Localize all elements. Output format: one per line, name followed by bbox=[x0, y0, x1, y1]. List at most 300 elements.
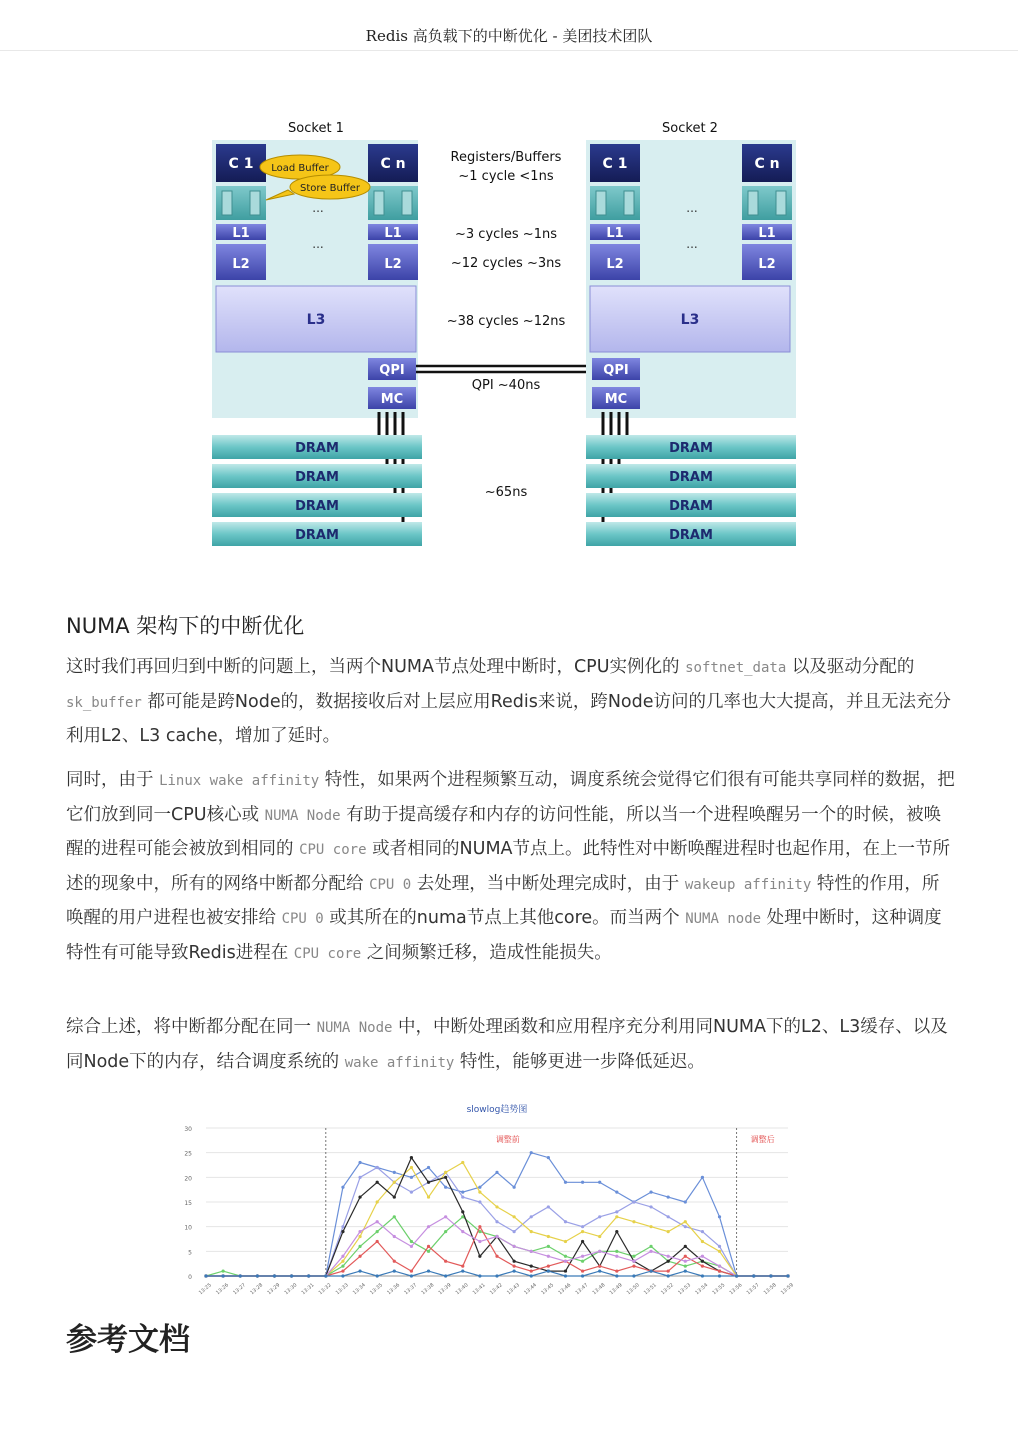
data-point-s1 bbox=[684, 1200, 687, 1203]
data-point-s2 bbox=[684, 1225, 687, 1228]
register-cell bbox=[250, 191, 260, 215]
data-point-s7 bbox=[632, 1260, 635, 1263]
x-tick-label: 13:50 bbox=[625, 1282, 641, 1297]
data-point-s3 bbox=[547, 1235, 550, 1238]
data-point-s6 bbox=[376, 1240, 379, 1243]
data-point-s7 bbox=[667, 1255, 670, 1258]
socket2-label: Socket 2 bbox=[662, 121, 718, 136]
page-header-title: Redis 高负载下的中断优化 - 美团技术团队 bbox=[365, 27, 653, 45]
data-point-s1 bbox=[495, 1171, 498, 1174]
data-point-s5 bbox=[615, 1230, 618, 1233]
socket1-dram-2-label: DRAM bbox=[295, 470, 339, 485]
x-tick-label: 13:55 bbox=[711, 1282, 727, 1297]
socket2-core-cn-label: C n bbox=[754, 156, 780, 172]
data-point-s5 bbox=[427, 1181, 430, 1184]
inline-code: wakeup affinity bbox=[684, 876, 812, 893]
socket2-l1-c1-label: L1 bbox=[606, 226, 624, 241]
data-point-s8 bbox=[752, 1274, 755, 1277]
data-point-s5 bbox=[376, 1181, 379, 1184]
data-point-s1 bbox=[444, 1186, 447, 1189]
data-point-s2 bbox=[701, 1230, 704, 1233]
data-point-s1 bbox=[358, 1161, 361, 1164]
inline-code: NUMA node bbox=[685, 911, 762, 927]
data-point-s3 bbox=[615, 1215, 618, 1218]
data-point-s2 bbox=[581, 1225, 584, 1228]
socket1-core-cn-label: C n bbox=[380, 156, 406, 172]
data-point-s4 bbox=[632, 1255, 635, 1258]
x-tick-label: 13:34 bbox=[351, 1282, 367, 1297]
data-point-s1 bbox=[427, 1166, 430, 1169]
data-point-s7 bbox=[581, 1255, 584, 1258]
data-point-s8 bbox=[427, 1269, 430, 1272]
registers-latency-line1: Registers/Buffers bbox=[450, 150, 562, 165]
data-point-s8 bbox=[256, 1274, 259, 1277]
paragraph-text: 中，中断处理函数和应用程序充分利用同NUMA下的L2、L3缓存、以及同Node下的内存，结合调度系统的 bbox=[66, 1017, 948, 1072]
data-point-s2 bbox=[478, 1200, 481, 1203]
data-point-s7 bbox=[718, 1265, 721, 1268]
series-line-s4 bbox=[206, 1217, 788, 1276]
data-point-s6 bbox=[632, 1265, 635, 1268]
data-point-s3 bbox=[358, 1235, 361, 1238]
series-line-s5 bbox=[206, 1158, 788, 1276]
section-heading: NUMA 架构下的中断优化 bbox=[66, 614, 305, 638]
data-point-s6 bbox=[461, 1265, 464, 1268]
data-point-s5 bbox=[444, 1176, 447, 1179]
data-point-s7 bbox=[341, 1255, 344, 1258]
y-tick-label: 0 bbox=[188, 1274, 192, 1281]
x-tick-label: 13:41 bbox=[471, 1282, 487, 1297]
x-tick-label: 13:46 bbox=[557, 1282, 573, 1297]
data-point-s8 bbox=[701, 1274, 704, 1277]
data-point-s1 bbox=[410, 1176, 413, 1179]
x-tick-label: 13:47 bbox=[574, 1282, 590, 1297]
x-tick-label: 13:54 bbox=[694, 1282, 710, 1297]
data-point-s2 bbox=[376, 1166, 379, 1169]
data-point-s4 bbox=[358, 1245, 361, 1248]
paragraph-text: 有助于提高缓存和内存的访问性能，所以当一个进程唤醒另一个的时候，被唤醒的进程可能会被放到相同的 bbox=[66, 804, 942, 859]
annotation-label: 调整前 bbox=[495, 1135, 520, 1144]
x-tick-label: 13:53 bbox=[677, 1282, 693, 1297]
socket2-dram-2-label: DRAM bbox=[669, 470, 713, 485]
data-point-s8 bbox=[564, 1274, 567, 1277]
data-point-s3 bbox=[376, 1200, 379, 1203]
x-tick-label: 13:44 bbox=[523, 1282, 539, 1297]
data-point-s1 bbox=[564, 1181, 567, 1184]
data-point-s1 bbox=[615, 1191, 618, 1194]
data-point-s2 bbox=[615, 1210, 618, 1213]
slowlog-trend-chart bbox=[176, 1098, 802, 1298]
data-point-s5 bbox=[701, 1260, 704, 1263]
socket1-dram-1-label: DRAM bbox=[295, 441, 339, 456]
y-tick-label: 25 bbox=[184, 1150, 192, 1158]
data-point-s6 bbox=[495, 1255, 498, 1258]
data-point-s3 bbox=[684, 1220, 687, 1223]
socket2-dram-1-label: DRAM bbox=[669, 441, 713, 456]
data-point-s2 bbox=[495, 1220, 498, 1223]
chart-title: slowlog趋势图 bbox=[466, 1105, 528, 1115]
x-tick-label: 13:29 bbox=[266, 1282, 282, 1297]
x-tick-label: 13:48 bbox=[591, 1282, 607, 1297]
data-point-s6 bbox=[615, 1269, 618, 1272]
inline-code: CPU 0 bbox=[281, 911, 324, 927]
register-cell bbox=[402, 191, 412, 215]
socket2-dram-3-label: DRAM bbox=[669, 499, 713, 514]
data-point-s7 bbox=[461, 1230, 464, 1233]
socket1-core-c1-label: C 1 bbox=[228, 156, 254, 172]
x-tick-label: 13:39 bbox=[437, 1282, 453, 1297]
data-point-s3 bbox=[341, 1260, 344, 1263]
socket1-l2-c1-label: L2 bbox=[232, 257, 250, 272]
x-tick-label: 13:33 bbox=[334, 1282, 350, 1297]
data-point-s2 bbox=[598, 1215, 601, 1218]
data-point-s6 bbox=[444, 1260, 447, 1263]
data-point-s5 bbox=[564, 1269, 567, 1272]
data-point-s2 bbox=[632, 1200, 635, 1203]
data-point-s6 bbox=[513, 1265, 516, 1268]
data-point-s7 bbox=[513, 1245, 516, 1248]
socket1-l1-c1-label: L1 bbox=[232, 226, 250, 241]
data-point-s7 bbox=[598, 1250, 601, 1253]
register-cell bbox=[596, 191, 606, 215]
data-point-s7 bbox=[495, 1235, 498, 1238]
paragraph-text: 这时我们再回归到中断的问题上，当两个NUMA节点处理中断时，CPU实例化的 bbox=[66, 657, 686, 677]
data-point-s6 bbox=[684, 1255, 687, 1258]
paragraph-summary bbox=[66, 1011, 956, 1080]
x-tick-label: 13:35 bbox=[369, 1282, 384, 1297]
data-point-s5 bbox=[581, 1240, 584, 1243]
data-point-s8 bbox=[513, 1269, 516, 1272]
paragraph-text: 去处理，当中断处理完成时，由于 bbox=[411, 873, 685, 894]
inline-code: NUMA Node bbox=[264, 807, 341, 824]
paragraph-text: 综合上述，将中断都分配在同一 bbox=[66, 1017, 317, 1037]
data-point-s7 bbox=[530, 1250, 533, 1253]
socket2-dram-4-label: DRAM bbox=[669, 528, 713, 543]
data-point-s2 bbox=[649, 1205, 652, 1208]
socket1-dots-mid: ... bbox=[312, 201, 324, 215]
data-point-s1 bbox=[530, 1151, 533, 1154]
x-tick-label: 13:26 bbox=[215, 1282, 230, 1297]
socket2-l3-label: L3 bbox=[680, 312, 700, 328]
data-point-s3 bbox=[427, 1195, 430, 1198]
data-point-s4 bbox=[376, 1230, 379, 1233]
data-point-s3 bbox=[393, 1181, 396, 1184]
paragraph-text: 特性，能够更进一步降低延迟。 bbox=[454, 1051, 705, 1072]
inline-code: wake affinity bbox=[344, 1054, 455, 1071]
data-point-s1 bbox=[547, 1156, 550, 1159]
data-point-s8 bbox=[769, 1274, 772, 1277]
data-point-s7 bbox=[649, 1250, 652, 1253]
data-point-s3 bbox=[444, 1171, 447, 1174]
socket1-dram-3-label: DRAM bbox=[295, 499, 339, 514]
paragraph-text: 处理中断时，这种调度特性有可能导致Redis进程在 bbox=[66, 908, 942, 963]
data-point-s2 bbox=[667, 1215, 670, 1218]
data-point-s2 bbox=[513, 1230, 516, 1233]
data-point-s4 bbox=[410, 1240, 413, 1243]
paragraph-text: 同时，由于 bbox=[66, 770, 160, 790]
x-tick-label: 13:59 bbox=[779, 1282, 795, 1297]
data-point-s5 bbox=[410, 1156, 413, 1159]
data-point-s7 bbox=[427, 1225, 430, 1228]
inline-code: NUMA Node bbox=[316, 1020, 393, 1036]
data-point-s1 bbox=[393, 1171, 396, 1174]
x-tick-label: 13:51 bbox=[642, 1282, 658, 1297]
paragraph-text: 或者相同的NUMA节点上。此特性对中断唤醒进程时也起作用，在上一节所述的现象中，所有的网络中断都分配给 bbox=[66, 839, 951, 894]
data-point-s8 bbox=[615, 1274, 618, 1277]
data-point-s8 bbox=[239, 1274, 242, 1277]
references-heading: 参考文档 bbox=[66, 1322, 190, 1358]
data-point-s4 bbox=[649, 1245, 652, 1248]
data-point-s4 bbox=[684, 1265, 687, 1268]
paragraph-text: 特性，如果两个进程频繁互动，调度系统会觉得它们很有可能共享同样的数据，把它们放到同一CPU核心或 bbox=[66, 770, 955, 825]
data-point-s3 bbox=[649, 1225, 652, 1228]
data-point-s5 bbox=[530, 1265, 533, 1268]
x-tick-label: 13:52 bbox=[660, 1282, 675, 1297]
data-point-s6 bbox=[718, 1269, 721, 1272]
data-point-s1 bbox=[598, 1181, 601, 1184]
data-point-s6 bbox=[393, 1260, 396, 1263]
socket1-qpi-label: QPI bbox=[379, 363, 405, 378]
data-point-s5 bbox=[684, 1245, 687, 1248]
data-point-s6 bbox=[581, 1269, 584, 1272]
x-tick-label: 13:43 bbox=[506, 1282, 521, 1297]
data-point-s5 bbox=[393, 1195, 396, 1198]
data-point-s5 bbox=[478, 1255, 481, 1258]
numa-architecture-diagram bbox=[208, 112, 800, 558]
data-point-s8 bbox=[376, 1274, 379, 1277]
l3-latency-label: ~38 cycles ~12ns bbox=[446, 314, 566, 329]
inline-code: softnet_data bbox=[685, 660, 787, 676]
data-point-s1 bbox=[649, 1191, 652, 1194]
data-point-s1 bbox=[341, 1186, 344, 1189]
inline-code: CPU core bbox=[293, 945, 362, 962]
socket2-core-c1-label: C 1 bbox=[602, 156, 628, 172]
data-point-s6 bbox=[598, 1265, 601, 1268]
data-point-s4 bbox=[444, 1230, 447, 1233]
registers-latency-line2: ~1 cycle <1ns bbox=[458, 169, 554, 184]
data-point-s3 bbox=[701, 1240, 704, 1243]
qpi-latency-label: QPI ~40ns bbox=[471, 378, 541, 393]
x-tick-label: 13:56 bbox=[728, 1282, 744, 1297]
data-point-s7 bbox=[393, 1235, 396, 1238]
x-tick-label: 13:25 bbox=[197, 1282, 213, 1297]
register-cell bbox=[624, 191, 634, 215]
x-tick-label: 13:57 bbox=[745, 1282, 761, 1297]
data-point-s3 bbox=[598, 1235, 601, 1238]
register-cell bbox=[374, 191, 384, 215]
x-tick-label: 13:58 bbox=[762, 1282, 778, 1297]
data-point-s8 bbox=[290, 1274, 293, 1277]
data-point-s7 bbox=[478, 1240, 481, 1243]
data-point-s3 bbox=[461, 1161, 464, 1164]
x-tick-label: 13:42 bbox=[488, 1282, 504, 1297]
data-point-s8 bbox=[598, 1269, 601, 1272]
data-point-s8 bbox=[222, 1274, 225, 1277]
data-point-s8 bbox=[581, 1274, 584, 1277]
data-point-s2 bbox=[718, 1245, 721, 1248]
data-point-s1 bbox=[718, 1215, 721, 1218]
data-point-s1 bbox=[581, 1181, 584, 1184]
x-tick-label: 13:31 bbox=[300, 1282, 316, 1297]
data-point-s3 bbox=[513, 1215, 516, 1218]
data-point-s6 bbox=[427, 1245, 430, 1248]
data-point-s8 bbox=[358, 1269, 361, 1272]
data-point-s8 bbox=[410, 1274, 413, 1277]
socket1-l2-cn-label: L2 bbox=[384, 257, 402, 272]
data-point-s3 bbox=[410, 1166, 413, 1169]
data-point-s1 bbox=[478, 1186, 481, 1189]
data-point-s8 bbox=[649, 1269, 652, 1272]
socket1-label: Socket 1 bbox=[288, 121, 344, 136]
socket1-mc-label: MC bbox=[380, 392, 404, 407]
data-point-s5 bbox=[358, 1195, 361, 1198]
data-point-s8 bbox=[393, 1269, 396, 1272]
data-point-s2 bbox=[410, 1191, 413, 1194]
store-buffer-label: Store Buffer bbox=[300, 183, 360, 194]
data-point-s1 bbox=[513, 1186, 516, 1189]
y-tick-label: 5 bbox=[188, 1249, 192, 1257]
data-point-s4 bbox=[427, 1250, 430, 1253]
data-point-s6 bbox=[530, 1269, 533, 1272]
data-point-s3 bbox=[718, 1250, 721, 1253]
data-point-s8 bbox=[307, 1274, 310, 1277]
inline-code: CPU 0 bbox=[369, 876, 412, 893]
page-header bbox=[0, 0, 1018, 51]
l1-latency-label: ~3 cycles ~1ns bbox=[455, 227, 557, 242]
data-point-s2 bbox=[358, 1176, 361, 1179]
data-point-s6 bbox=[667, 1269, 670, 1272]
socket2-l2-cn-label: L2 bbox=[758, 257, 776, 272]
data-point-s1 bbox=[667, 1195, 670, 1198]
data-point-s8 bbox=[478, 1274, 481, 1277]
socket1-dram-4-label: DRAM bbox=[295, 528, 339, 543]
data-point-s8 bbox=[735, 1274, 738, 1277]
data-point-s1 bbox=[701, 1176, 704, 1179]
data-point-s7 bbox=[684, 1260, 687, 1263]
data-point-s6 bbox=[478, 1225, 481, 1228]
data-point-s5 bbox=[513, 1260, 516, 1263]
y-tick-label: 30 bbox=[184, 1126, 192, 1133]
data-point-s8 bbox=[495, 1274, 498, 1277]
x-tick-label: 13:37 bbox=[403, 1282, 419, 1297]
data-point-s7 bbox=[615, 1255, 618, 1258]
data-point-s4 bbox=[615, 1250, 618, 1253]
data-point-s6 bbox=[410, 1269, 413, 1272]
paragraph-cross-node bbox=[66, 651, 956, 754]
dram-latency-label: ~65ns bbox=[484, 485, 528, 500]
socket1-l3-label: L3 bbox=[306, 312, 326, 328]
data-point-s8 bbox=[273, 1274, 276, 1277]
socket2-dots-l1: ... bbox=[686, 237, 698, 251]
x-tick-label: 13:32 bbox=[317, 1282, 333, 1297]
data-point-s3 bbox=[478, 1191, 481, 1194]
annotation-label: 调整后 bbox=[750, 1135, 775, 1144]
data-point-s2 bbox=[341, 1225, 344, 1228]
x-tick-label: 13:27 bbox=[232, 1282, 248, 1297]
series-line-s7 bbox=[206, 1217, 788, 1276]
x-tick-label: 13:49 bbox=[608, 1282, 624, 1297]
data-point-s1 bbox=[461, 1191, 464, 1194]
inline-code: Linux wake affinity bbox=[159, 773, 320, 789]
data-point-s2 bbox=[530, 1215, 533, 1218]
paragraph-text: 之间频繁迁移，造成性能损失。 bbox=[361, 942, 612, 963]
data-point-s5 bbox=[667, 1260, 670, 1263]
socket1-l1-cn-label: L1 bbox=[384, 226, 402, 241]
x-tick-label: 13:28 bbox=[249, 1282, 265, 1297]
data-point-s3 bbox=[495, 1205, 498, 1208]
data-point-s4 bbox=[547, 1245, 550, 1248]
data-point-s3 bbox=[632, 1220, 635, 1223]
data-point-s5 bbox=[341, 1230, 344, 1233]
data-point-s4 bbox=[564, 1255, 567, 1258]
inline-code: sk_buffer bbox=[66, 694, 142, 711]
data-point-s4 bbox=[341, 1265, 344, 1268]
paragraph-text: 都可能是跨Node的，数据接收后对上层应用Redis来说，跨Node访问的几率也大大提高，并且无法充分利用L2、L3 cache，增加了延时。 bbox=[66, 691, 951, 746]
data-point-s4 bbox=[393, 1215, 396, 1218]
y-tick-label: 15 bbox=[184, 1200, 192, 1207]
x-tick-label: 13:30 bbox=[283, 1282, 299, 1297]
socket2-l2-c1-label: L2 bbox=[606, 257, 624, 272]
paragraph-wake-affinity bbox=[66, 764, 956, 971]
y-tick-label: 20 bbox=[184, 1175, 192, 1183]
data-point-s3 bbox=[581, 1230, 584, 1233]
l2-latency-label: ~12 cycles ~3ns bbox=[450, 256, 562, 271]
data-point-s7 bbox=[701, 1255, 704, 1258]
data-point-s7 bbox=[564, 1260, 567, 1263]
paragraph-text: 特性的作用，所唤醒的用户进程也被安排给 bbox=[66, 873, 940, 928]
data-point-s8 bbox=[718, 1274, 721, 1277]
paragraph-text: 以及驱动分配的 bbox=[786, 657, 915, 677]
socket1-dots-l1: ... bbox=[312, 237, 324, 251]
data-point-s7 bbox=[410, 1245, 413, 1248]
data-point-s6 bbox=[701, 1265, 704, 1268]
x-tick-label: 13:45 bbox=[540, 1282, 556, 1297]
data-point-s8 bbox=[530, 1274, 533, 1277]
data-point-s8 bbox=[444, 1274, 447, 1277]
data-point-s8 bbox=[786, 1274, 789, 1277]
data-point-s8 bbox=[547, 1269, 550, 1272]
register-cell bbox=[748, 191, 758, 215]
data-point-s8 bbox=[204, 1274, 207, 1277]
data-point-s2 bbox=[461, 1195, 464, 1198]
data-point-s3 bbox=[564, 1240, 567, 1243]
load-buffer-label: Load Buffer bbox=[271, 163, 329, 174]
data-point-s3 bbox=[530, 1230, 533, 1233]
register-cell bbox=[222, 191, 232, 215]
inline-code: CPU core bbox=[299, 842, 367, 858]
x-tick-label: 13:38 bbox=[420, 1282, 436, 1297]
data-point-s2 bbox=[547, 1205, 550, 1208]
y-tick-label: 10 bbox=[184, 1224, 192, 1232]
data-point-s7 bbox=[358, 1230, 361, 1233]
data-point-s7 bbox=[547, 1255, 550, 1258]
data-point-s5 bbox=[461, 1210, 464, 1213]
register-cell bbox=[776, 191, 786, 215]
data-point-s8 bbox=[632, 1274, 635, 1277]
data-point-s8 bbox=[461, 1269, 464, 1272]
data-point-s3 bbox=[667, 1230, 670, 1233]
socket2-l1-cn-label: L1 bbox=[758, 226, 776, 241]
data-point-s8 bbox=[667, 1274, 670, 1277]
data-point-s4 bbox=[581, 1260, 584, 1263]
socket2-dots-mid: ... bbox=[686, 201, 698, 215]
x-tick-label: 13:40 bbox=[454, 1282, 470, 1297]
data-point-s4 bbox=[222, 1269, 225, 1272]
data-point-s7 bbox=[376, 1220, 379, 1223]
socket2-mc-label: MC bbox=[604, 392, 628, 407]
data-point-s8 bbox=[341, 1274, 344, 1277]
data-point-s6 bbox=[341, 1269, 344, 1272]
x-tick-label: 13:36 bbox=[386, 1282, 402, 1297]
